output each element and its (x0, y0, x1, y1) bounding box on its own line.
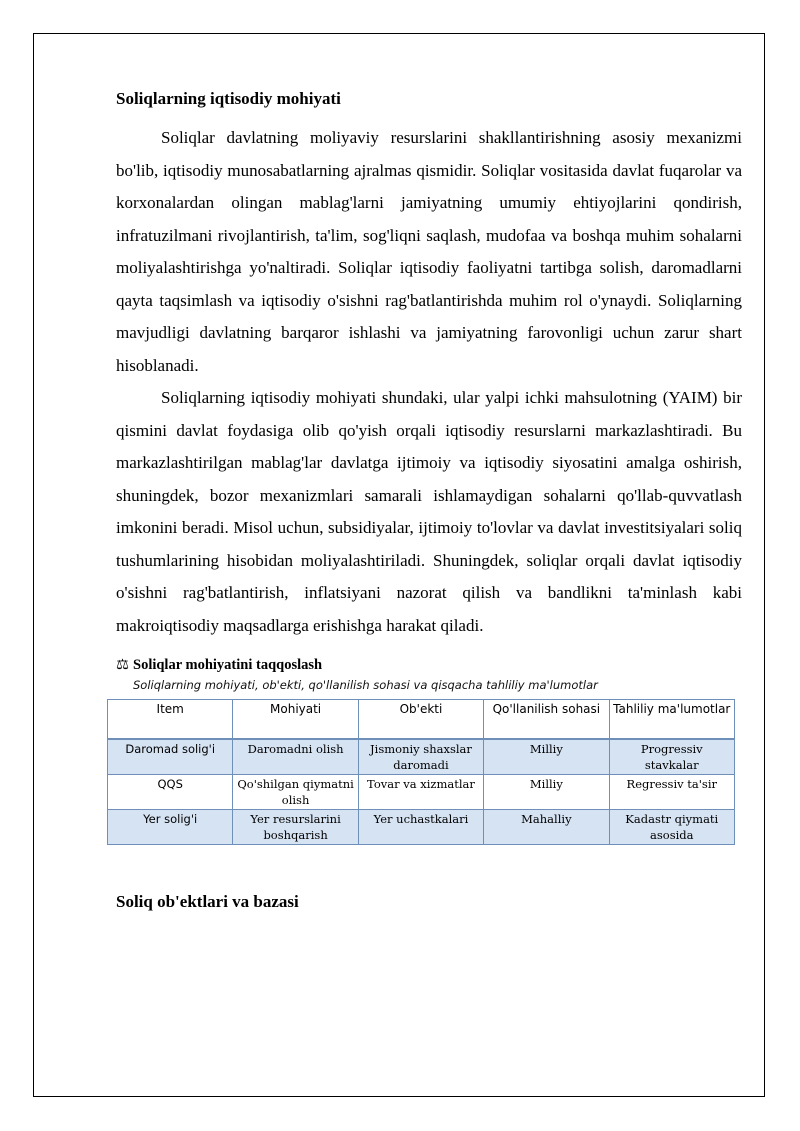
paragraph-1: Soliqlar davlatning moliyaviy resurslarini shakllantirishning asosiy mexanizmi bo'lib, iqtisodiy munosabatlarning ajralmas qismidir. Soliqlar vositasida davlat fuqarolar va korxonalardan olingan mablag'larni jamiyatning umumiy ehtiyojlarini qondirish, infratuzilmani rivojlantirish, ta'lim, sog'liqni saqlash, mudofaa va boshqa muhim sohalarni moliyalashtirishga yo'naltiradi. Soliqlar iqtisodiy faoliyatni tartibga solish, daromadlarni qayta taqsimlash va iqtisodiy o'sishni rag'batlantirishda muhim rol o'ynaydi. Soliqlarning mavjudligi davlatning barqaror ishlashi va jamiyatning farovonligi uchun zarur shart hisoblanadi. (116, 128, 742, 375)
table-row (108, 775, 735, 810)
table-cell: Yer uchastkalari (358, 810, 483, 845)
table-cell: Progressiv stavkalar (609, 739, 734, 775)
header-sohasi: Qo'llanilish sohasi (484, 700, 609, 740)
section-heading: Soliqlarning iqtisodiy mohiyati (116, 89, 341, 108)
table-cell: Daromadni olish (233, 739, 358, 775)
table-cell: QQS (108, 775, 233, 810)
table-header-row (108, 700, 735, 740)
section-heading-2: Soliq ob'ektlari va bazasi (116, 892, 299, 911)
table-cell: Daromad solig'i (108, 739, 233, 775)
document-body (116, 86, 742, 915)
table-cell: Tovar va xizmatlar (358, 775, 483, 810)
table-cell: Jismoniy shaxslar daromadi (358, 739, 483, 775)
table-cell: Milliy (484, 775, 609, 810)
table-title (116, 655, 742, 675)
scales-icon: ⚖ (116, 657, 129, 673)
table-row (108, 739, 735, 775)
table-subtitle: Soliqlarning mohiyati, ob'ekti, qo'llanilish sohasi va qisqacha tahliliy ma'lumotlar (133, 678, 598, 692)
table-row (108, 810, 735, 845)
header-tahliliy: Tahliliy ma'lumotlar (609, 700, 734, 740)
table-cell: Milliy (484, 739, 609, 775)
table-title-text: Soliqlar mohiyatini taqqoslash (133, 657, 323, 673)
table-cell: Qo'shilgan qiymatni olish (233, 775, 358, 810)
paragraph-2: Soliqlarning iqtisodiy mohiyati shundaki, ular yalpi ichki mahsulotning (YAIM) bir qismini davlat foydasiga olib qo'yish orqali iqtisodiy resurslarni markazlashtiradi. Bu markazlashtirilgan mablag'lar davlatga ijtimoiy va iqtisodiy siyosatini amalga oshirish, shuningdek, bozor mexanizmlari samarali ishlamaydigan sohalarni qo'llab-quvvatlash imkonini beradi. Misol uchun, subsidiyalar, ijtimoiy to'lovlar va davlat investitsiyalari soliq tushumlarining hisobidan moliyalashtiriladi. Shuningdek, soliqlar orqali davlat iqtisodiy o'sishni rag'batlantirish, inflatsiyani nazorat qilish va bandlikni ta'minlash kabi makroiqtisodiy maqsadlarga erishishga harakat qiladi. (116, 388, 742, 635)
table-cell: Yer resurslarini boshqarish (233, 810, 358, 845)
table-cell: Yer solig'i (108, 810, 233, 845)
header-item: Item (108, 700, 233, 740)
table-cell: Regressiv ta'sir (609, 775, 734, 810)
header-obekti: Ob'ekti (358, 700, 483, 740)
comparison-table (107, 699, 735, 845)
table-cell: Kadastr qiymati asosida (609, 810, 734, 845)
header-mohiyati: Mohiyati (233, 700, 358, 740)
table-cell: Mahalliy (484, 810, 609, 845)
